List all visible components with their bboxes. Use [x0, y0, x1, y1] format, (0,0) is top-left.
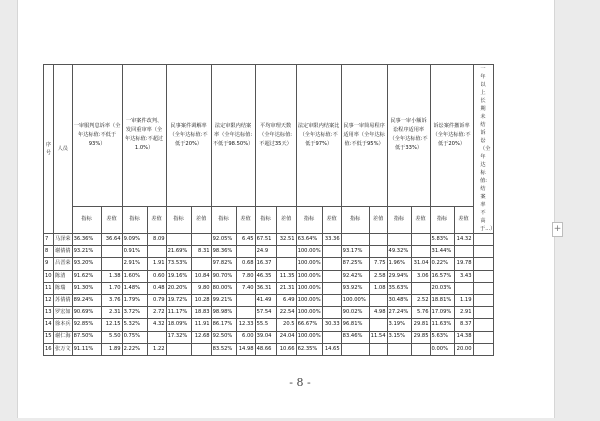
diff-cell	[369, 343, 387, 355]
diff-cell: 10.84	[191, 270, 211, 282]
diff-cell	[473, 294, 493, 306]
sub-index: 指标	[122, 206, 147, 233]
index-cell: 3.72%	[122, 307, 147, 319]
add-column-button[interactable]: +	[552, 222, 563, 237]
col-header: 法定审限内结案率（全年达标值:不低于98.50%）	[211, 65, 255, 207]
diff-cell: 11.35	[276, 270, 296, 282]
col-header: 诉讼案件撤诉率（全年达标值:不低于20%）	[430, 65, 473, 207]
index-cell: 24.9	[255, 246, 276, 258]
diff-cell	[322, 282, 341, 294]
row-number: 12	[44, 294, 54, 306]
diff-cell: 8.31	[191, 246, 211, 258]
diff-cell	[411, 234, 430, 246]
table-row	[44, 258, 494, 270]
row-number: 8	[44, 246, 54, 258]
diff-cell: 2.52	[411, 294, 430, 306]
diff-cell	[473, 343, 493, 355]
index-cell: 90.02%	[341, 307, 369, 319]
sub-index: 指标	[387, 206, 411, 233]
diff-cell	[101, 246, 122, 258]
diff-cell	[473, 282, 493, 294]
diff-cell: 30.33	[322, 319, 341, 331]
index-cell: 21.69%	[166, 246, 191, 258]
table-row	[44, 319, 494, 331]
col-header: 一审案件改判、发回重审率（全年达标值:不超过1.0%）	[122, 65, 166, 207]
diff-cell: 14.38	[454, 331, 473, 343]
diff-cell: 1.91	[147, 258, 166, 270]
diff-cell	[322, 246, 341, 258]
diff-cell	[411, 282, 430, 294]
row-number: 7	[44, 234, 54, 246]
index-cell: 19.72%	[166, 294, 191, 306]
sub-diff: 差值	[101, 206, 122, 233]
diff-cell	[276, 258, 296, 270]
diff-cell: 3.06	[411, 270, 430, 282]
diff-cell: 24.04	[276, 331, 296, 343]
col-header: 民事一审简易程序适用率（全年达标值:不低于95%）	[341, 65, 387, 207]
diff-cell	[411, 343, 430, 355]
index-cell: 100.00%	[296, 307, 322, 319]
index-cell	[341, 343, 369, 355]
table-row	[44, 307, 494, 319]
sub-index: 指标	[211, 206, 236, 233]
index-cell: 87.50%	[72, 331, 101, 343]
index-cell: 3.19%	[387, 319, 411, 331]
index-cell: 93.17%	[341, 246, 369, 258]
diff-cell	[369, 234, 387, 246]
table-row	[44, 270, 494, 282]
diff-cell: 1.08	[369, 282, 387, 294]
row-number: 16	[44, 343, 54, 355]
sub-index: 指标	[72, 206, 101, 233]
diff-cell: 8.37	[454, 319, 473, 331]
diff-cell	[236, 307, 255, 319]
index-cell: 89.24%	[72, 294, 101, 306]
col-header: 平均审理天数（全年达标值:不超过35天）	[255, 65, 296, 207]
index-cell: 17.09%	[430, 307, 454, 319]
diff-cell: 29.81	[411, 319, 430, 331]
diff-cell	[454, 282, 473, 294]
diff-cell: 2.72	[147, 307, 166, 319]
diff-cell	[369, 294, 387, 306]
index-cell: 2.91%	[122, 258, 147, 270]
diff-cell: 0.79	[147, 294, 166, 306]
sub-diff: 差值	[369, 206, 387, 233]
diff-cell: 7.40	[236, 282, 255, 294]
diff-cell: 1.22	[147, 343, 166, 355]
sub-index: 指标	[166, 206, 191, 233]
index-cell: 18.09%	[166, 319, 191, 331]
diff-cell: 6.45	[236, 234, 255, 246]
index-cell: 83.46%	[341, 331, 369, 343]
index-cell: 100.00%	[296, 294, 322, 306]
index-cell: 19.16%	[166, 270, 191, 282]
index-cell: 11.63%	[430, 319, 454, 331]
sub-diff: 差值	[411, 206, 430, 233]
diff-cell: 3.76	[101, 294, 122, 306]
diff-cell: 0.48	[147, 282, 166, 294]
diff-cell: 31.04	[411, 258, 430, 270]
row-number: 14	[44, 319, 54, 331]
diff-cell	[191, 343, 211, 355]
col-header: 法定审限内结案比（全年达标值:不低于97%）	[296, 65, 341, 207]
diff-cell: 1.38	[101, 270, 122, 282]
index-cell: 91.11%	[72, 343, 101, 355]
index-cell: 1.96%	[387, 258, 411, 270]
col-header: 民事案件调解率（全年达标值:不低于20%）	[166, 65, 211, 207]
index-cell: 31.44%	[430, 246, 454, 258]
index-cell: 0.91%	[122, 246, 147, 258]
index-cell	[341, 234, 369, 246]
sub-index: 指标	[430, 206, 454, 233]
index-cell: 93.20%	[72, 258, 101, 270]
index-cell: 20.03%	[430, 282, 454, 294]
diff-cell: 32.51	[276, 234, 296, 246]
index-cell: 99.21%	[211, 294, 236, 306]
index-cell: 5.83%	[430, 234, 454, 246]
person-name: 谢倩倩	[54, 246, 73, 258]
diff-cell	[473, 307, 493, 319]
index-cell: 63.64%	[296, 234, 322, 246]
index-cell: 62.35%	[296, 343, 322, 355]
row-number: 15	[44, 331, 54, 343]
sub-diff: 差值	[454, 206, 473, 233]
index-cell	[387, 343, 411, 355]
index-cell: 46.35	[255, 270, 276, 282]
col-person: 人员	[54, 65, 73, 234]
index-cell: 1.48%	[122, 282, 147, 294]
index-cell: 91.62%	[72, 270, 101, 282]
person-name: 苏倩倩	[54, 294, 73, 306]
diff-cell	[236, 294, 255, 306]
col-header: 一年以上长期未结诉讼（全年达标值:结案率不高于...）	[473, 65, 493, 234]
sub-diff: 差值	[191, 206, 211, 233]
diff-cell: 6.49	[276, 294, 296, 306]
index-cell: 87.25%	[341, 258, 369, 270]
diff-cell: 22.54	[276, 307, 296, 319]
table-row	[44, 294, 494, 306]
diff-cell: 14.98	[236, 343, 255, 355]
index-cell: 1.60%	[122, 270, 147, 282]
diff-cell: 6.00	[236, 331, 255, 343]
diff-cell	[236, 246, 255, 258]
diff-cell: 33.36	[322, 234, 341, 246]
index-cell: 30.48%	[387, 294, 411, 306]
person-name: 陈瑞	[54, 282, 73, 294]
index-cell: 5.32%	[122, 319, 147, 331]
diff-cell	[369, 246, 387, 258]
person-name: 谢仁海	[54, 331, 73, 343]
col-seq: 序号	[44, 65, 54, 234]
index-cell: 35.63%	[387, 282, 411, 294]
diff-cell: 2.31	[101, 307, 122, 319]
diff-cell: 4.98	[369, 307, 387, 319]
diff-cell	[147, 246, 166, 258]
diff-cell: 14.32	[454, 234, 473, 246]
row-number: 13	[44, 307, 54, 319]
index-cell: 16.37	[255, 258, 276, 270]
index-cell: 67.51	[255, 234, 276, 246]
sub-diff: 差值	[276, 206, 296, 233]
diff-cell	[473, 234, 493, 246]
index-cell: 9.09%	[122, 234, 147, 246]
diff-cell: 1.70	[101, 282, 122, 294]
diff-cell: 20.5	[276, 319, 296, 331]
index-cell: 86.17%	[211, 319, 236, 331]
diff-cell: 4.32	[147, 319, 166, 331]
index-cell: 93.92%	[341, 282, 369, 294]
diff-cell	[322, 331, 341, 343]
diff-cell: 0.60	[147, 270, 166, 282]
diff-cell: 5.76	[411, 307, 430, 319]
index-cell: 3.15%	[387, 331, 411, 343]
col-header: 民事一审小额诉讼程序适用率（全年达标值:不低于33%）	[387, 65, 430, 207]
index-cell	[166, 234, 191, 246]
person-name: 吕晋荣	[54, 258, 73, 270]
index-cell: 100.00%	[341, 294, 369, 306]
index-cell: 90.69%	[72, 307, 101, 319]
diff-cell	[473, 270, 493, 282]
diff-cell: 29.85	[411, 331, 430, 343]
index-cell: 92.85%	[72, 319, 101, 331]
index-cell: 17.32%	[166, 331, 191, 343]
table-row	[44, 234, 494, 246]
index-cell: 100.00%	[296, 258, 322, 270]
table-row	[44, 343, 494, 355]
diff-cell: 20.00	[454, 343, 473, 355]
diff-cell	[322, 294, 341, 306]
person-name: 张万文	[54, 343, 73, 355]
index-cell: 2.22%	[122, 343, 147, 355]
diff-cell: 2.91	[454, 307, 473, 319]
index-cell: 83.52%	[211, 343, 236, 355]
index-cell: 29.94%	[387, 270, 411, 282]
person-name: 陈清	[54, 270, 73, 282]
diff-cell	[411, 246, 430, 258]
index-cell: 27.24%	[387, 307, 411, 319]
diff-cell: 12.68	[191, 331, 211, 343]
index-cell: 100.00%	[296, 246, 322, 258]
index-cell: 36.31	[255, 282, 276, 294]
index-cell: 96.81%	[341, 319, 369, 331]
diff-cell: 19.78	[454, 258, 473, 270]
index-cell: 73.53%	[166, 258, 191, 270]
diff-cell: 7.80	[236, 270, 255, 282]
diff-cell: 11.54	[369, 331, 387, 343]
diff-cell: 1.19	[454, 294, 473, 306]
diff-cell	[322, 258, 341, 270]
diff-cell	[473, 246, 493, 258]
diff-cell: 21.31	[276, 282, 296, 294]
diff-cell	[276, 246, 296, 258]
diff-cell: 2.58	[369, 270, 387, 282]
row-number: 10	[44, 270, 54, 282]
table-row	[44, 246, 494, 258]
index-cell: 92.05%	[211, 234, 236, 246]
diff-cell: 12.15	[101, 319, 122, 331]
index-cell: 92.42%	[341, 270, 369, 282]
index-cell: 80.00%	[211, 282, 236, 294]
page-number: - 8 -	[289, 376, 311, 389]
diff-cell: 10.28	[191, 294, 211, 306]
diff-cell	[147, 331, 166, 343]
diff-cell: 9.80	[191, 282, 211, 294]
sub-index: 指标	[341, 206, 369, 233]
index-cell: 20.20%	[166, 282, 191, 294]
diff-cell	[454, 246, 473, 258]
sub-diff: 差值	[236, 206, 255, 233]
index-cell: 0.00%	[430, 343, 454, 355]
index-cell: 55.5	[255, 319, 276, 331]
index-cell: 0.22%	[430, 258, 454, 270]
table-row	[44, 331, 494, 343]
diff-cell: 0.68	[236, 258, 255, 270]
sub-diff: 差值	[322, 206, 341, 233]
table-row	[44, 282, 494, 294]
diff-cell	[473, 319, 493, 331]
index-cell: 92.50%	[211, 331, 236, 343]
index-cell: 100.00%	[296, 331, 322, 343]
diff-cell	[369, 319, 387, 331]
diff-cell: 3.43	[454, 270, 473, 282]
diff-cell: 7.75	[369, 258, 387, 270]
diff-cell	[473, 258, 493, 270]
row-number: 11	[44, 282, 54, 294]
diff-cell	[322, 307, 341, 319]
index-cell: 93.21%	[72, 246, 101, 258]
diff-cell: 12.33	[236, 319, 255, 331]
person-name: 马泽荣	[54, 234, 73, 246]
index-cell: 39.04	[255, 331, 276, 343]
index-cell: 36.36%	[72, 234, 101, 246]
diff-cell: 8.09	[147, 234, 166, 246]
diff-cell	[191, 258, 211, 270]
diff-cell	[473, 331, 493, 343]
sub-index: 指标	[255, 206, 276, 233]
diff-cell: 1.89	[101, 343, 122, 355]
index-cell: 48.66	[255, 343, 276, 355]
index-cell: 1.79%	[122, 294, 147, 306]
index-cell: 16.57%	[430, 270, 454, 282]
index-cell: 18.81%	[430, 294, 454, 306]
diff-cell: 18.83	[191, 307, 211, 319]
index-cell: 91.30%	[72, 282, 101, 294]
diff-cell: 5.50	[101, 331, 122, 343]
index-cell: 100.00%	[296, 270, 322, 282]
index-cell: 41.49	[255, 294, 276, 306]
performance-table	[43, 64, 494, 356]
index-cell: 100.00%	[296, 282, 322, 294]
index-cell	[166, 343, 191, 355]
diff-cell: 14.65	[322, 343, 341, 355]
col-header: 一审服判息诉率（全年达标值:不低于93%）	[72, 65, 122, 207]
person-name: 徐本兵	[54, 319, 73, 331]
index-cell: 49.32%	[387, 246, 411, 258]
row-number: 9	[44, 258, 54, 270]
diff-cell	[191, 234, 211, 246]
diff-cell	[322, 270, 341, 282]
index-cell	[387, 234, 411, 246]
index-cell: 57.54	[255, 307, 276, 319]
diff-cell: 10.66	[276, 343, 296, 355]
index-cell: 97.82%	[211, 258, 236, 270]
diff-cell: 36.64	[101, 234, 122, 246]
index-cell: 11.17%	[166, 307, 191, 319]
sub-diff: 差值	[147, 206, 166, 233]
index-cell: 66.67%	[296, 319, 322, 331]
diff-cell: 11.91	[191, 319, 211, 331]
index-cell: 98.36%	[211, 246, 236, 258]
index-cell: 5.63%	[430, 331, 454, 343]
index-cell: 98.98%	[211, 307, 236, 319]
diff-cell	[101, 258, 122, 270]
index-cell: 90.70%	[211, 270, 236, 282]
person-name: 罗宏如	[54, 307, 73, 319]
index-cell: 0.75%	[122, 331, 147, 343]
sub-index: 指标	[296, 206, 322, 233]
